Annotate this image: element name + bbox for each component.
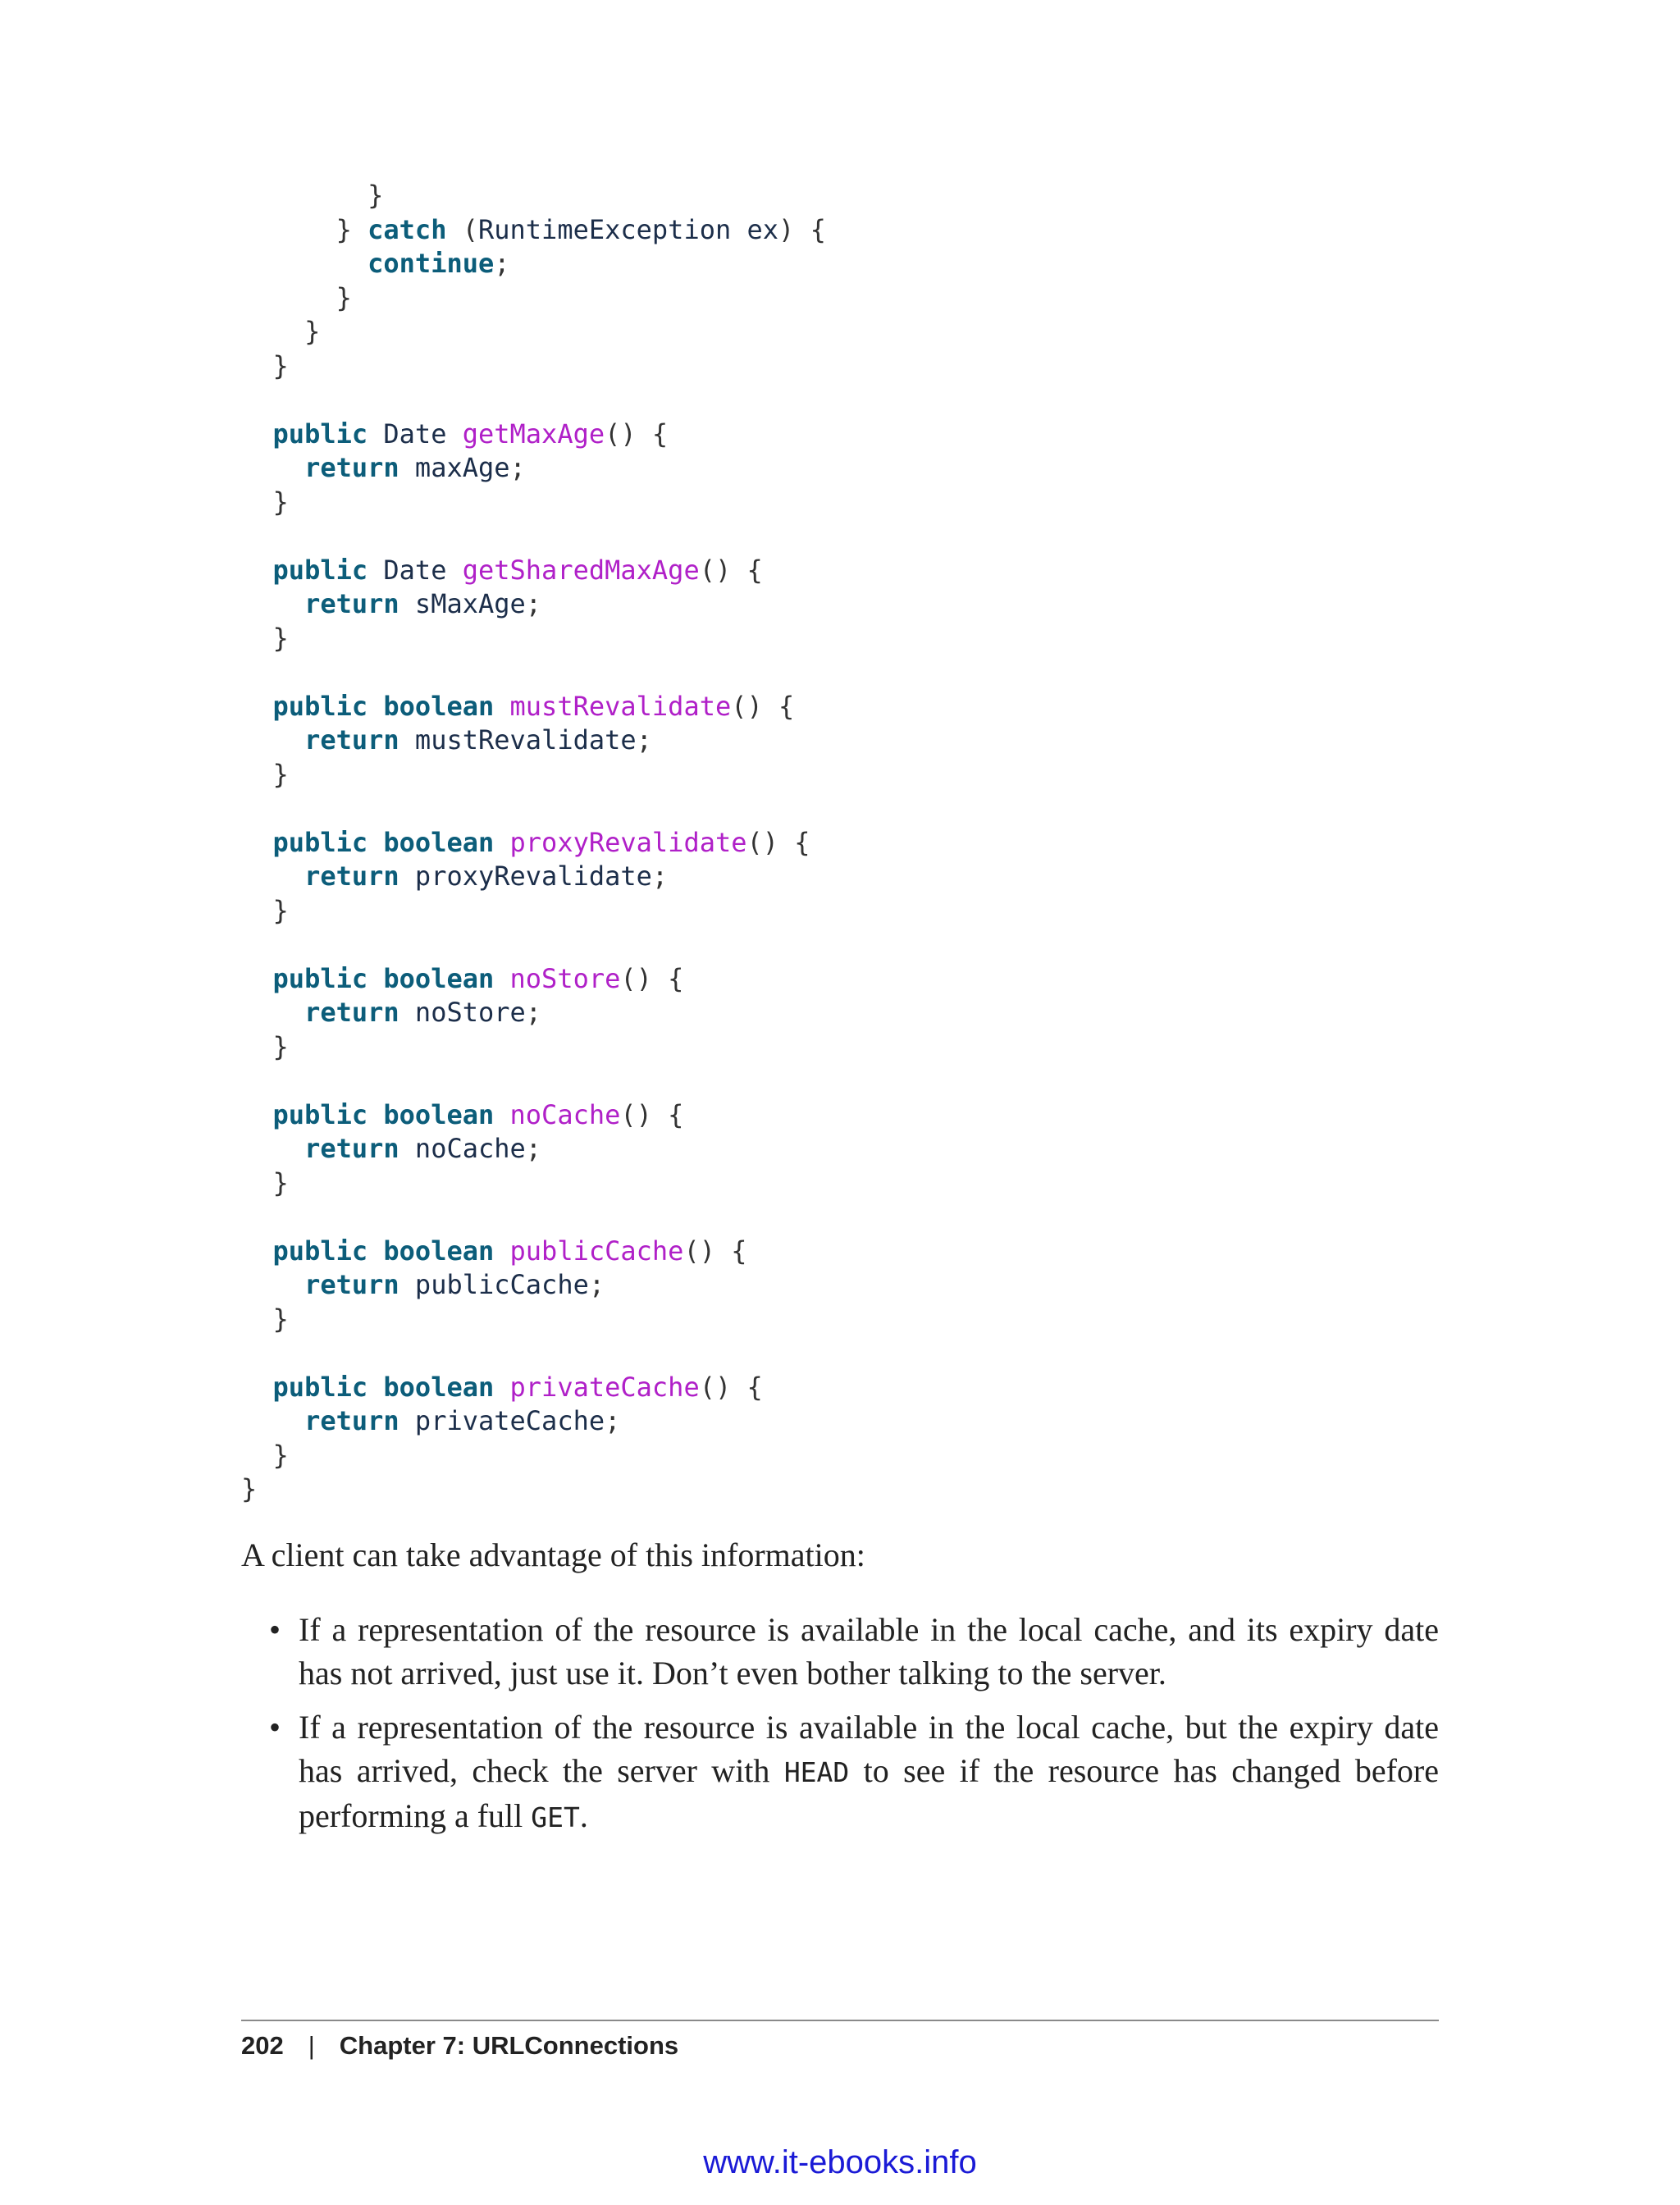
bullet-icon: • — [269, 1611, 281, 1648]
code-text: () { — [683, 1235, 747, 1267]
code-text — [241, 724, 304, 756]
code-keyword: return — [304, 452, 399, 483]
code-line — [241, 724, 826, 758]
code-text — [241, 1099, 273, 1130]
list-item — [241, 1705, 1439, 1839]
code-keyword: public boolean — [272, 962, 495, 994]
code-text: ( — [446, 213, 478, 245]
code-line — [241, 962, 826, 997]
code-keyword: return — [304, 588, 399, 619]
code-line — [241, 996, 826, 1030]
code-text — [241, 588, 304, 619]
code-identifier: publicCache — [399, 1269, 589, 1300]
code-keyword: public boolean — [272, 826, 495, 858]
bullet-list — [241, 1608, 1439, 1850]
code-text: ; — [494, 248, 510, 279]
code-identifier: noCache — [399, 1133, 526, 1164]
code-line — [241, 758, 826, 792]
code-keyword: return — [304, 997, 399, 1028]
code-text — [241, 418, 273, 450]
code-line — [241, 792, 826, 826]
code-line — [241, 587, 826, 622]
code-identifier: noStore — [399, 997, 526, 1028]
code-line — [241, 1200, 826, 1235]
code-text: ; — [509, 452, 526, 483]
code-text: () { — [731, 690, 795, 722]
code-keyword: public boolean — [272, 1235, 495, 1267]
code-line — [241, 1166, 826, 1201]
code-keyword: return — [304, 861, 399, 892]
code-keyword: public boolean — [272, 690, 495, 722]
code-line — [241, 928, 826, 962]
code-text: } — [241, 349, 289, 381]
code-method-name: publicCache — [509, 1235, 684, 1267]
code-line — [241, 213, 826, 248]
code-line — [241, 1303, 826, 1337]
code-identifier: maxAge — [399, 452, 510, 483]
code-identifier: Date — [368, 554, 463, 586]
code-text: } — [241, 281, 352, 313]
code-line — [241, 281, 826, 316]
code-identifier: proxyRevalidate — [399, 861, 652, 892]
code-text — [241, 452, 304, 483]
bullet-icon: • — [269, 1709, 281, 1746]
bullet-text-middle: to see if the resource has changed before performing a full — [299, 1752, 1440, 1834]
code-line — [241, 622, 826, 656]
code-text — [494, 827, 509, 858]
code-line — [241, 690, 826, 724]
inline-code-get: GET — [531, 1801, 580, 1833]
code-method-name: noCache — [509, 1098, 621, 1130]
code-line — [241, 1098, 826, 1133]
code-text: } — [241, 1166, 289, 1198]
code-keyword: catch — [368, 213, 447, 245]
watermark-link[interactable]: www.it-ebooks.info — [703, 2144, 977, 2180]
code-method-name: proxyRevalidate — [509, 826, 747, 858]
code-text — [241, 248, 368, 279]
code-text — [241, 1235, 273, 1267]
bullet-text: If a representation of the resource is available in the local cache, and its expiry date has not arrived, just use it. Don’t even bother talking to the server. — [299, 1611, 1439, 1691]
inline-code-head: HEAD — [783, 1756, 850, 1788]
code-text: } — [241, 622, 289, 654]
code-line — [241, 349, 826, 384]
code-line — [241, 860, 826, 894]
code-line — [241, 1404, 826, 1439]
code-text: ) { — [778, 213, 826, 245]
code-text: } — [241, 758, 289, 790]
code-line — [241, 554, 826, 588]
code-text: () { — [746, 826, 810, 858]
code-line — [241, 1030, 826, 1065]
code-keyword: continue — [368, 248, 495, 279]
code-line — [241, 1064, 826, 1098]
code-keyword: return — [304, 1405, 399, 1436]
code-text: () { — [699, 1371, 763, 1403]
code-line — [241, 383, 826, 418]
code-line — [241, 1439, 826, 1473]
code-identifier: mustRevalidate — [399, 724, 637, 756]
code-method-name: getMaxAge — [462, 418, 605, 450]
code-identifier: RuntimeException ex — [477, 213, 779, 245]
code-text: } — [241, 1303, 289, 1335]
code-line — [241, 247, 826, 281]
code-line — [241, 486, 826, 520]
code-line — [241, 179, 826, 213]
code-text — [241, 1269, 304, 1300]
code-line — [241, 655, 826, 690]
code-text — [494, 691, 509, 722]
code-line — [241, 1472, 826, 1507]
code-line — [241, 894, 826, 929]
code-keyword: return — [304, 1133, 399, 1164]
code-text — [494, 1099, 509, 1130]
code-identifier: sMaxAge — [399, 588, 526, 619]
code-text: } — [241, 894, 289, 926]
page-number: 202 — [241, 2031, 284, 2060]
footer-separator: | — [308, 2031, 315, 2060]
code-line — [241, 1268, 826, 1303]
body-paragraph: A client can take advantage of this information: — [241, 1536, 865, 1573]
code-text: ; — [525, 588, 542, 619]
code-line — [241, 451, 826, 486]
code-text — [241, 963, 273, 994]
code-line — [241, 1371, 826, 1405]
code-text: () { — [620, 1098, 684, 1130]
code-text: ; — [588, 1269, 605, 1300]
code-method-name: getSharedMaxAge — [462, 554, 700, 586]
code-identifier: Date — [368, 418, 463, 450]
footer-rule — [241, 2020, 1439, 2021]
code-keyword: return — [304, 1269, 399, 1300]
code-keyword: public boolean — [272, 1371, 495, 1403]
code-text — [241, 861, 304, 892]
code-keyword: public — [272, 554, 368, 586]
code-text — [494, 963, 509, 994]
code-line — [241, 418, 826, 452]
code-text — [494, 1372, 509, 1403]
code-line — [241, 519, 826, 554]
code-text — [241, 1133, 304, 1164]
code-text: ; — [525, 1133, 542, 1164]
code-line — [241, 1132, 826, 1166]
code-text — [241, 691, 273, 722]
code-line — [241, 1235, 826, 1269]
code-keyword: public boolean — [272, 1098, 495, 1130]
code-text: } — [241, 213, 368, 245]
bullet-text-end: . — [579, 1797, 588, 1834]
code-line — [241, 826, 826, 861]
code-text: } — [241, 1473, 258, 1504]
code-text: () { — [699, 554, 763, 586]
code-listing — [241, 179, 826, 1507]
code-text: } — [241, 1439, 289, 1471]
code-text: ; — [525, 997, 542, 1028]
chapter-title: Chapter 7: URLConnections — [339, 2031, 679, 2060]
code-method-name: mustRevalidate — [509, 690, 732, 722]
code-method-name: privateCache — [509, 1371, 700, 1403]
code-method-name: noStore — [509, 962, 621, 994]
code-identifier: privateCache — [399, 1405, 605, 1436]
code-line — [241, 315, 826, 349]
code-text — [241, 555, 273, 586]
code-line — [241, 1336, 826, 1371]
code-text — [241, 1372, 273, 1403]
code-keyword: return — [304, 724, 399, 756]
code-text — [494, 1235, 509, 1267]
code-text: ; — [636, 724, 652, 756]
code-keyword: public — [272, 418, 368, 450]
code-text — [241, 1405, 304, 1436]
code-text: } — [241, 180, 384, 211]
code-text: () { — [605, 418, 669, 450]
bullet-text-start: If a representation of the resource is available in the local cache, but the expiry date has arrived, check the server with — [299, 1709, 1439, 1789]
list-item — [241, 1608, 1439, 1695]
code-text: } — [241, 1030, 289, 1062]
code-text — [241, 827, 273, 858]
code-text: ; — [651, 861, 669, 892]
code-text: } — [241, 486, 289, 518]
code-text: } — [241, 316, 321, 347]
code-text: () { — [620, 962, 684, 994]
page-footer — [241, 2031, 678, 2061]
code-text: ; — [605, 1405, 621, 1436]
code-text — [241, 997, 304, 1028]
